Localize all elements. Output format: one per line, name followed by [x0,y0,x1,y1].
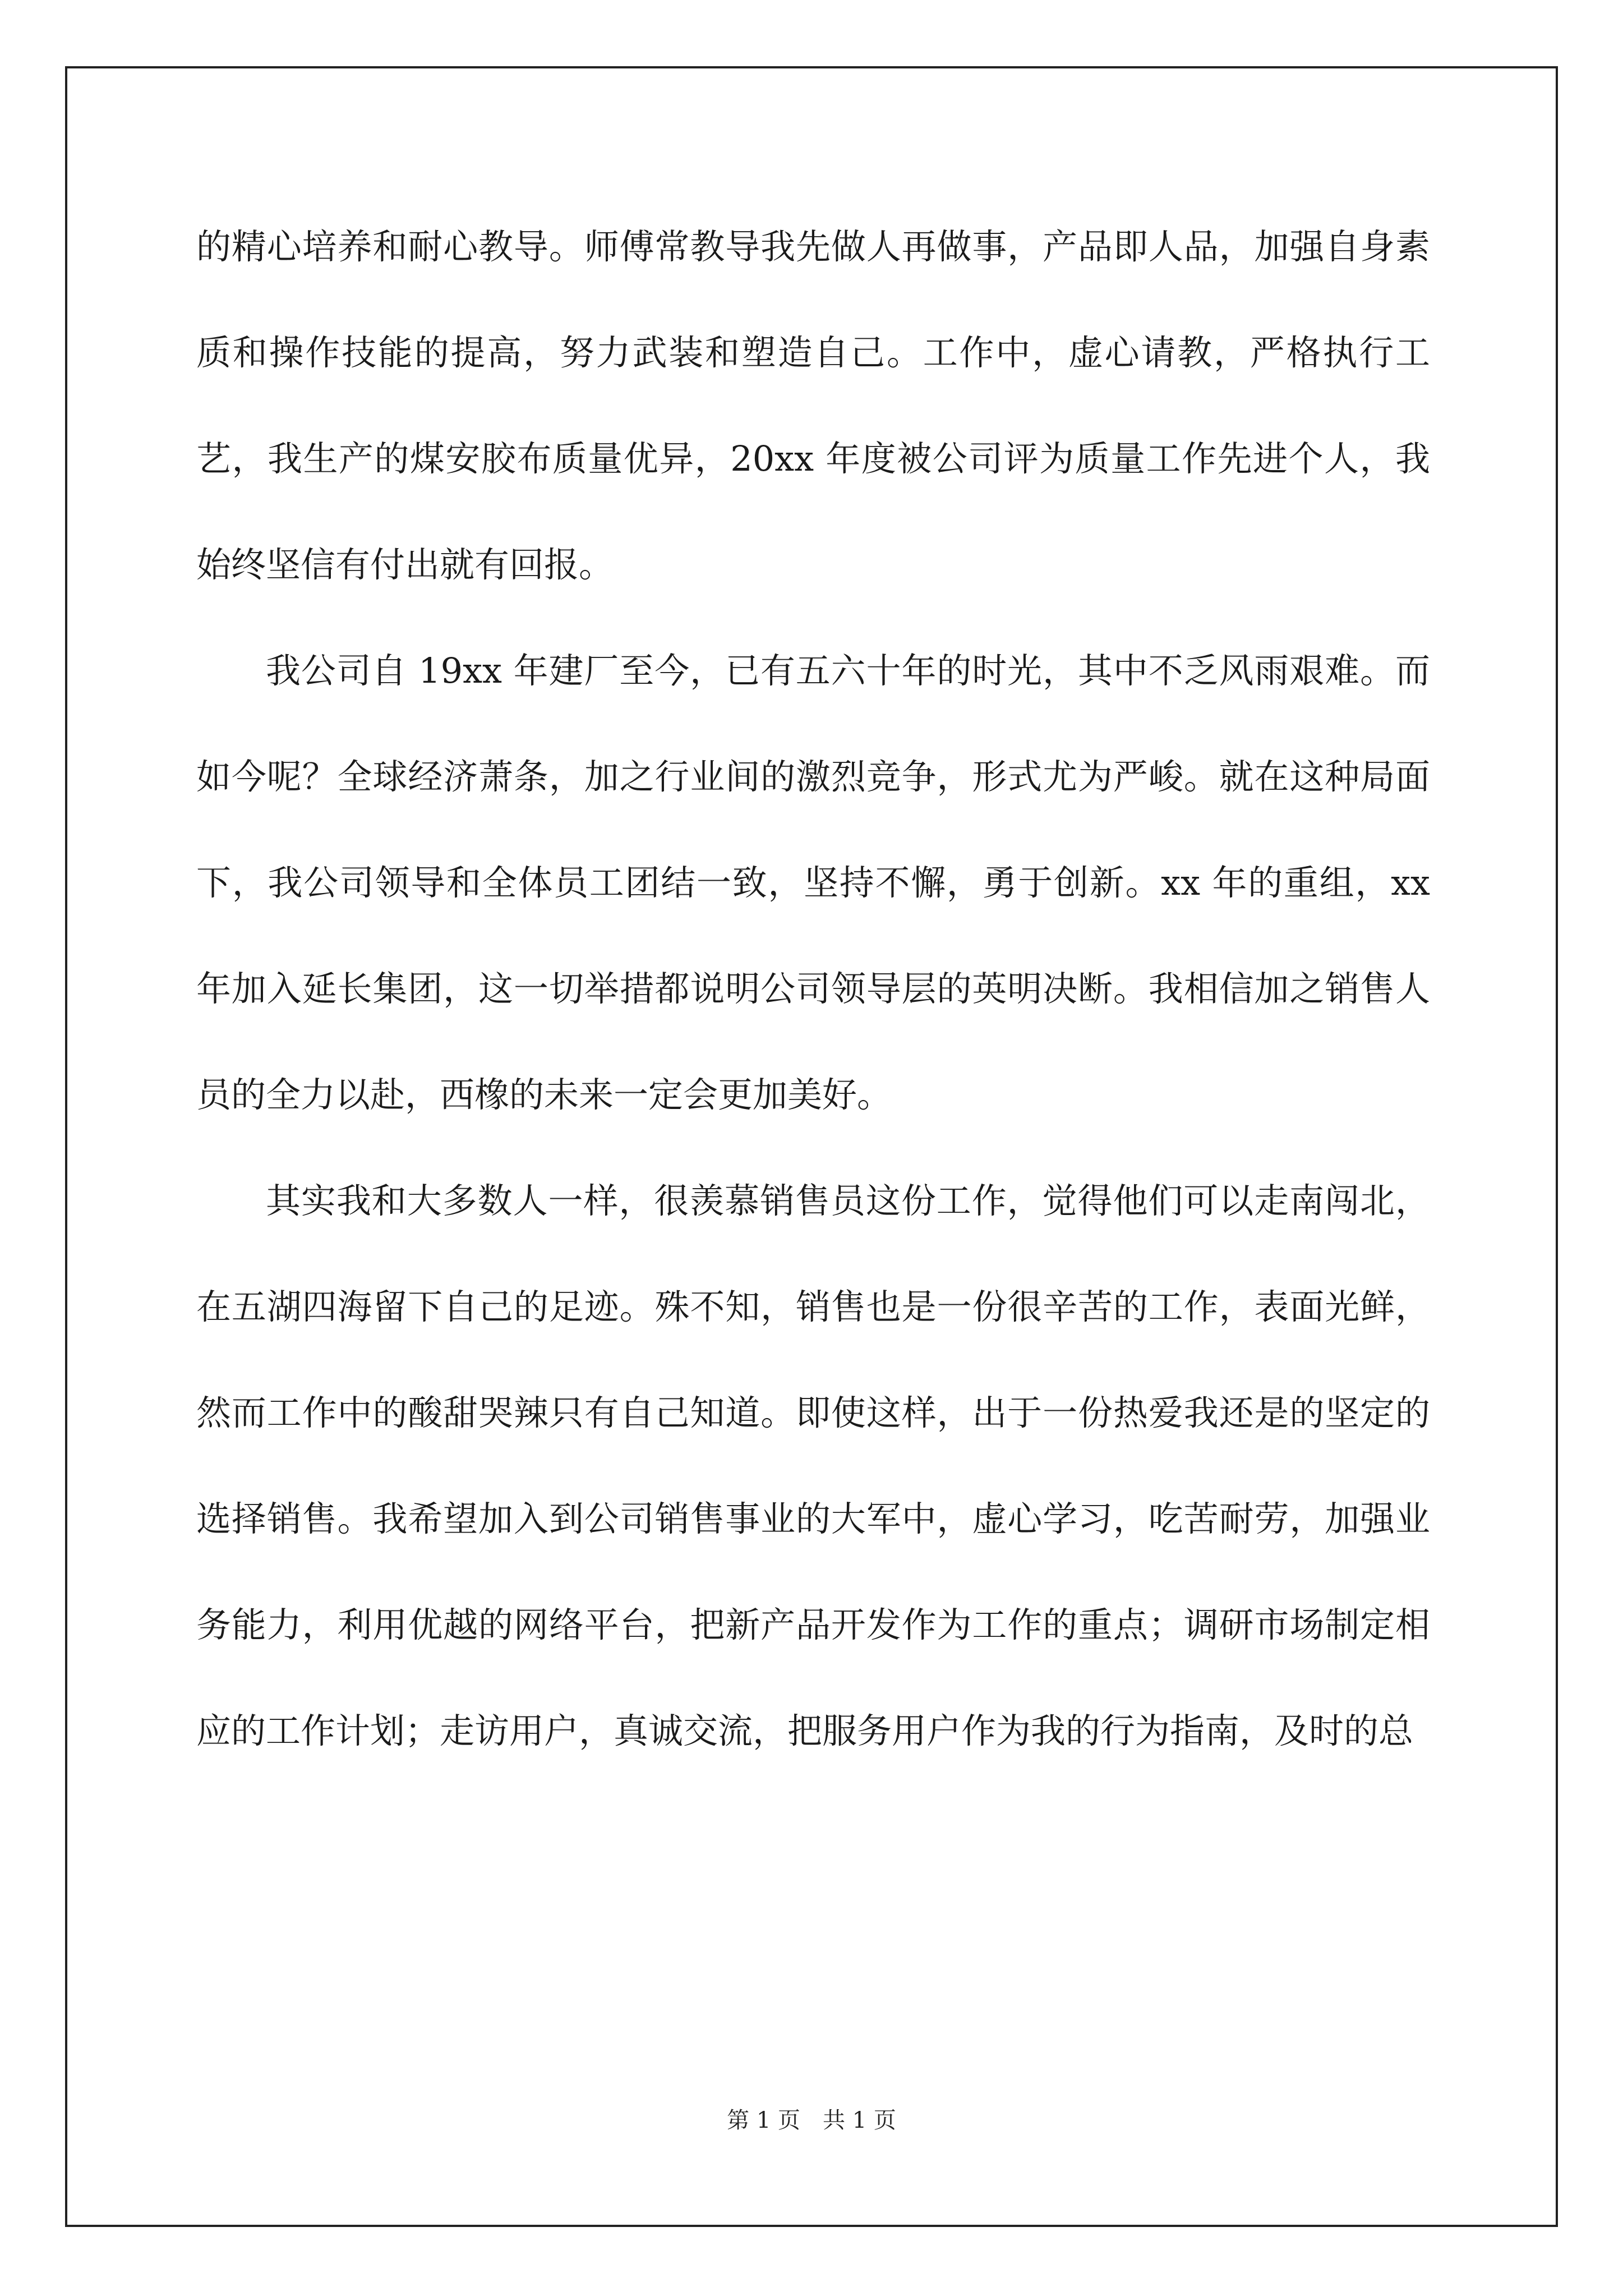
paragraph-2: 我公司自 19xx 年建厂至今，已有五六十年的时光，其中不乏风雨艰难。而如今呢？全球经济萧条，加之行业间的激烈竞争，形式尤为严峻。就在这种局面下，我公司领导和全体员工团结一致，坚持不懈，勇于创新。xx 年的重组，xx 年加入延长集团，这一切举措都说明公司领导层的英明决断。我相信加之销售人员的全力以赴，西橡的未来一定会更加美好。 [196,650,1430,1115]
page-footer: 第 1 页 共 1 页 [727,2108,896,2133]
paragraph-3: 其实我和大多数人一样，很羡慕销售员这份工作，觉得他们可以走南闯北，在五湖四海留下自己的足迹。殊不知，销售也是一份很辛苦的工作，表面光鲜，然而工作中的酸甜哭辣只有自己知道。即使这样，出于一份热爱我还是的坚定的选择销售。我希望加入到公司销售事业的大军中，虚心学习，吃苦耐劳，加强业务能力，利用优越的网络平台，把新产品开发作为工作的重点；调研市场制定相应的工作计划；走访用户，真诚交流，把服务用户作为我的行为指南，及时的总 [196,1180,1430,1751]
document-body [196,194,1430,1784]
paragraph-1: 的精心培养和耐心教导。师傅常教导我先做人再做事，产品即人品，加强自身素质和操作技能的提高，努力武装和塑造自己。工作中，虚心请教，严格执行工艺，我生产的煤安胶布质量优异，20xx 年度被公司评为质量工作先进个人，我始终坚信有付出就有回报。 [196,226,1430,585]
